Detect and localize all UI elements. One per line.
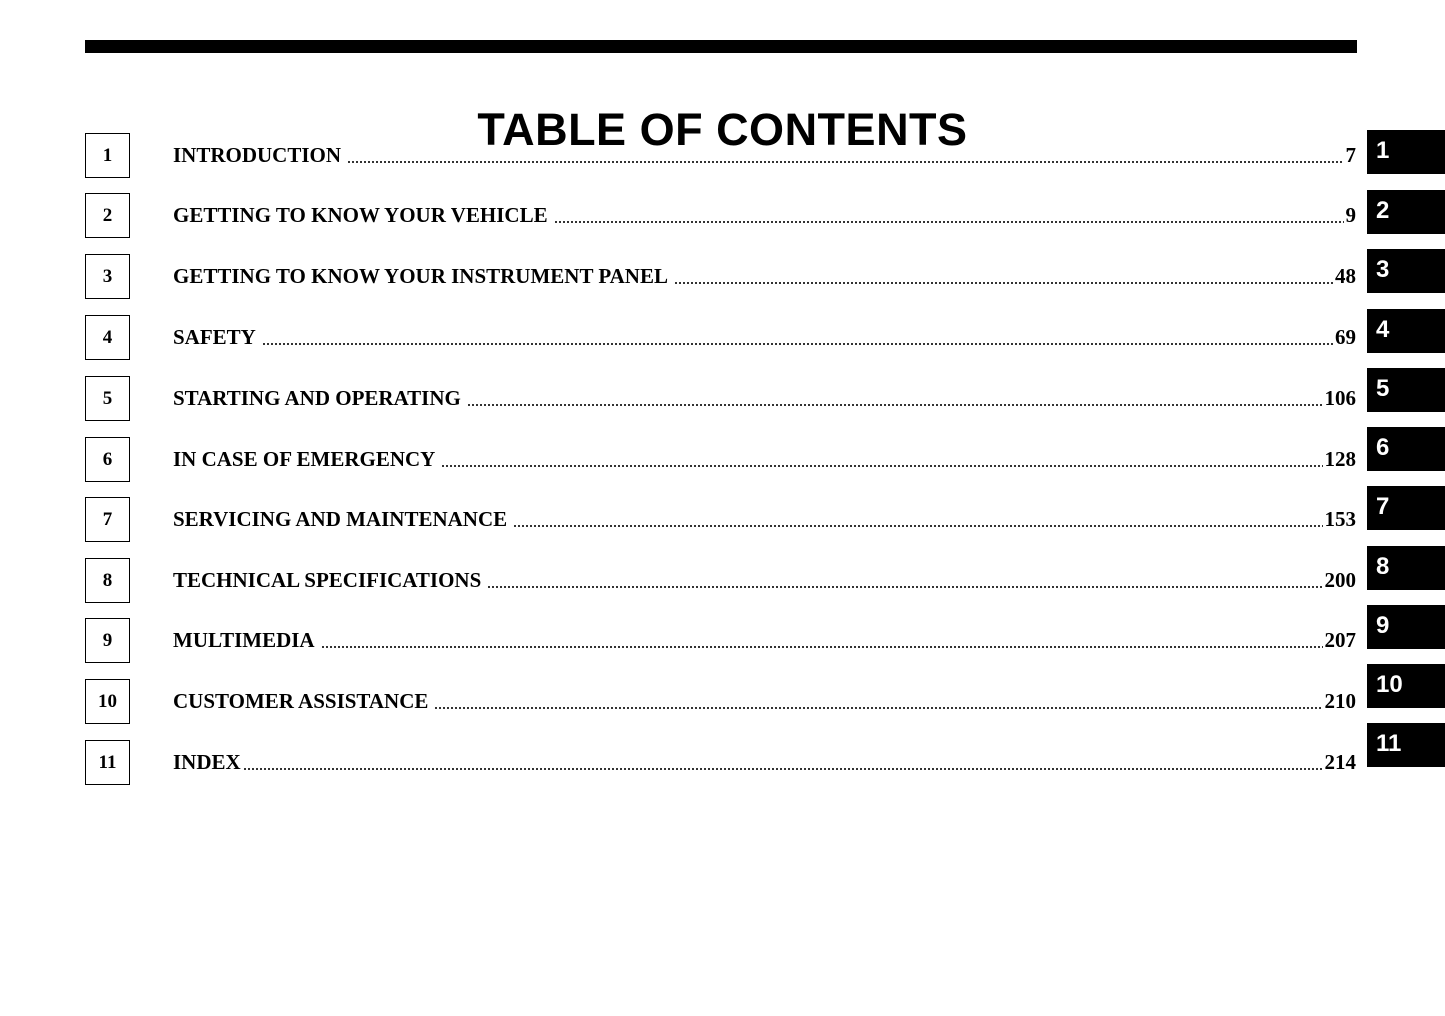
chapter-title: CUSTOMER ASSISTANCE [173,688,429,713]
dot-leader [243,766,1323,772]
toc-row[interactable] [0,434,1445,483]
chapter-title: INTRODUCTION [173,142,342,167]
toc-row[interactable] [0,612,1445,664]
chapter-number-box: 11 [85,740,130,785]
dot-leader [467,402,1323,408]
chapter-title: SAFETY [173,324,256,349]
toc-entry[interactable] [173,376,1356,420]
toc-entry[interactable] [173,558,1356,602]
chapter-tab[interactable]: 7 [1367,486,1445,530]
toc-row[interactable] [0,133,1445,179]
dot-leader [441,463,1322,469]
chapter-tab[interactable]: 11 [1367,723,1445,767]
chapter-title: GETTING TO KNOW YOUR INSTRUMENT PANEL [173,263,668,288]
toc-entry[interactable] [173,618,1356,662]
dot-leader [554,219,1344,225]
toc-row[interactable] [0,193,1445,239]
chapter-title: STARTING AND OPERATING [173,385,461,410]
chapter-number-box: 1 [85,133,130,178]
dot-leader [674,280,1333,286]
chapter-number-box: 3 [85,254,130,299]
page-title: TABLE OF CONTENTS [477,104,968,156]
dot-leader [347,159,1343,165]
page-number: 153 [1324,506,1356,531]
chapter-number-box: 7 [85,497,130,542]
page-number: 207 [1324,627,1356,652]
page-number: 69 [1335,324,1356,349]
chapter-tab[interactable]: 4 [1367,309,1445,353]
chapter-title: IN CASE OF EMERGENCY [173,446,436,471]
chapter-tab[interactable]: 3 [1367,249,1445,293]
dot-leader [321,644,1323,650]
toc-row[interactable] [0,553,1445,604]
page-number: 9 [1345,202,1356,227]
page-number: 128 [1324,446,1356,471]
toc-entry[interactable] [173,133,1356,177]
page-number: 210 [1324,688,1356,713]
dot-leader [487,584,1322,590]
dot-leader [262,341,1333,347]
chapter-number-box: 8 [85,558,130,603]
page-number: 106 [1324,385,1356,410]
toc-entry[interactable] [173,315,1356,359]
chapter-tab[interactable]: 9 [1367,605,1445,649]
toc-row[interactable] [0,493,1445,543]
toc-row[interactable] [0,315,1445,361]
chapter-number-box: 4 [85,315,130,360]
page-number: 200 [1324,567,1356,592]
dot-leader [434,705,1322,711]
chapter-title: TECHNICAL SPECIFICATIONS [173,567,482,592]
toc-row[interactable] [0,376,1445,422]
toc-row[interactable] [0,254,1445,300]
page-number: 48 [1335,263,1356,288]
chapter-number-box: 6 [85,437,130,482]
chapter-title: SERVICING AND MAINTENANCE [173,506,508,531]
toc-entry[interactable] [173,679,1356,723]
chapter-tab[interactable]: 8 [1367,546,1445,590]
chapter-tab[interactable]: 1 [1367,130,1445,174]
dot-leader [513,523,1322,529]
page-number: 214 [1324,749,1356,774]
page-number: 7 [1345,142,1356,167]
toc-entry[interactable] [173,437,1356,481]
toc-entry[interactable] [173,193,1356,237]
chapter-tab[interactable]: 10 [1367,664,1445,708]
chapter-number-box: 9 [85,618,130,663]
toc-row[interactable] [0,671,1445,725]
toc-entry[interactable] [173,497,1356,541]
toc-row[interactable] [0,730,1445,786]
chapter-title: INDEX [173,749,241,774]
chapter-tab[interactable]: 2 [1367,190,1445,234]
toc-entry[interactable] [173,740,1356,784]
chapter-number-box: 10 [85,679,130,724]
chapter-title: GETTING TO KNOW YOUR VEHICLE [173,202,548,227]
toc-entry[interactable] [173,254,1356,298]
chapter-number-box: 2 [85,193,130,238]
chapter-tab[interactable]: 5 [1367,368,1445,412]
chapter-title: MULTIMEDIA [173,627,315,652]
chapter-number-box: 5 [85,376,130,421]
chapter-tab[interactable]: 6 [1367,427,1445,471]
